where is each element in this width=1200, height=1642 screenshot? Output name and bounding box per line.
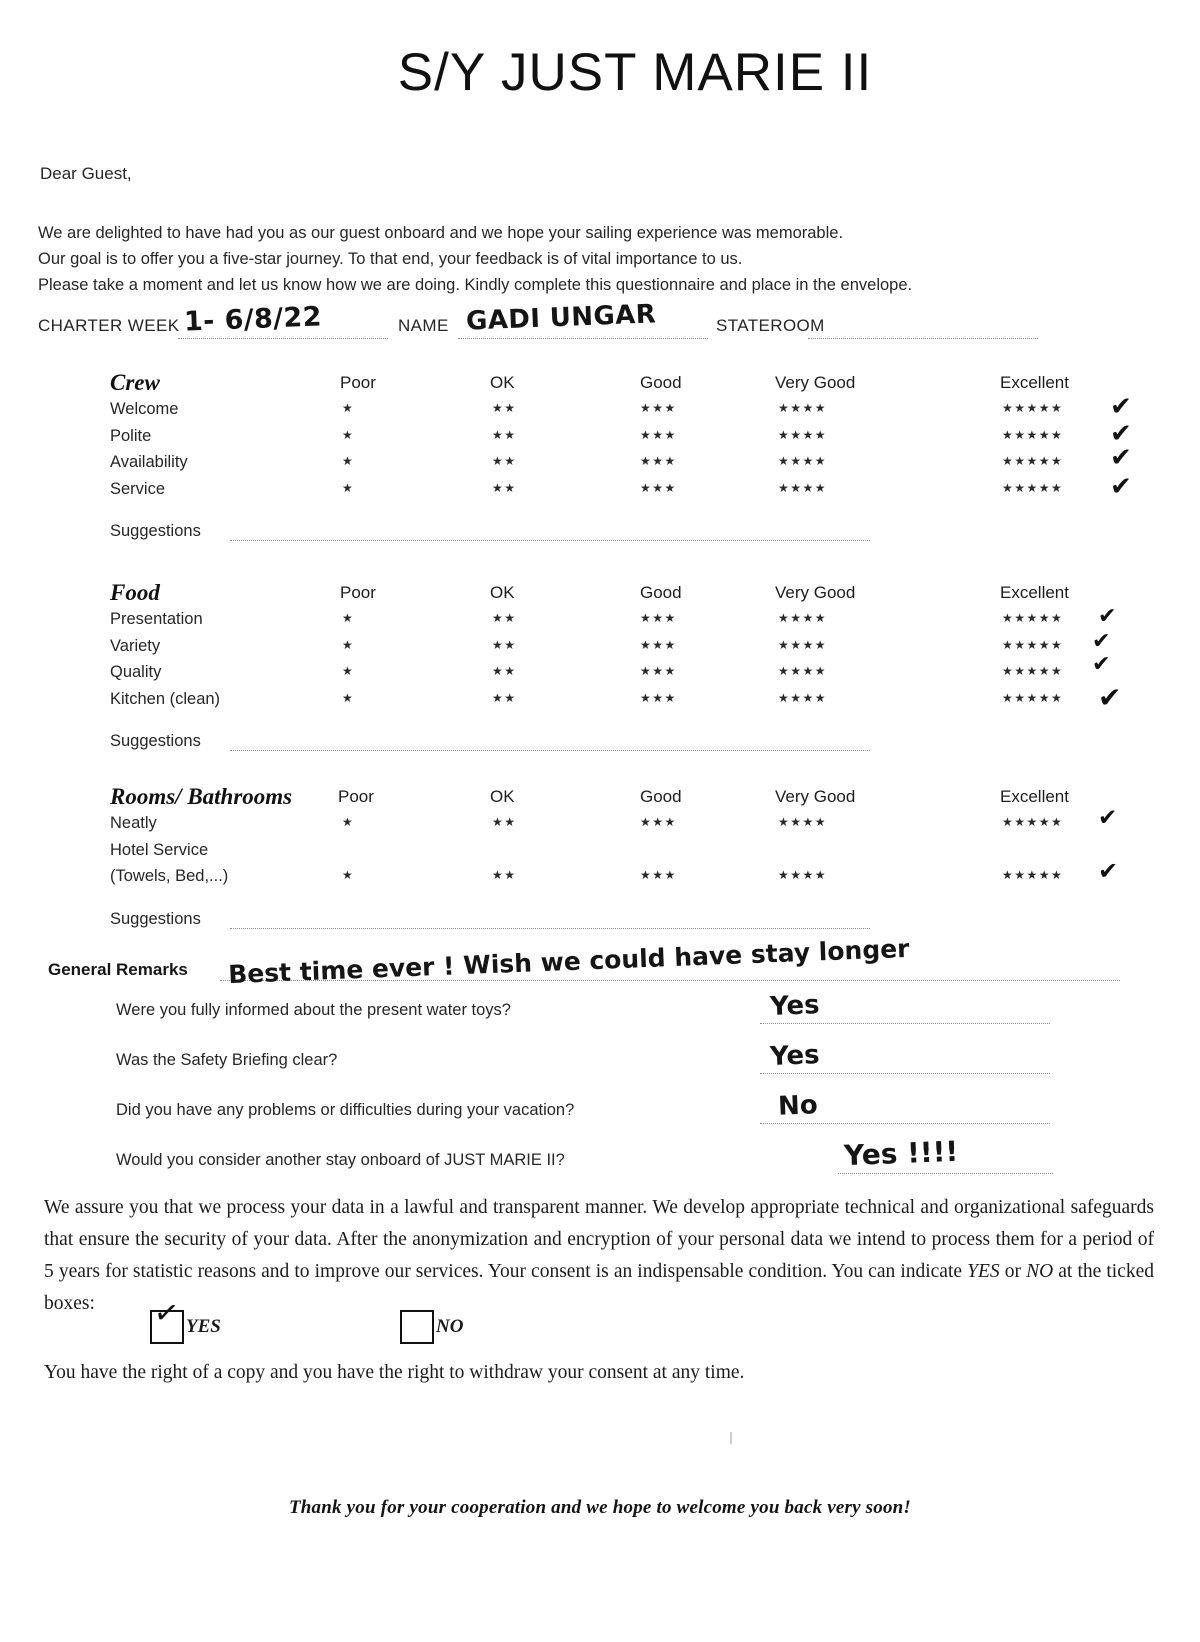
col-good: Good: [640, 373, 682, 392]
suggestions-label: Suggestions: [110, 522, 201, 540]
row-label: (Towels, Bed,...): [110, 867, 229, 885]
question-answer-input[interactable]: Yes: [769, 1040, 821, 1072]
feedback-form-page: [0, 42, 1200, 1642]
stars-very-good[interactable]: ★★★★: [778, 868, 828, 882]
stars-very-good[interactable]: ★★★★: [778, 427, 828, 442]
row-label: Hotel Service: [110, 840, 209, 859]
rating-row: [110, 604, 1120, 637]
row-label: Variety: [110, 636, 161, 655]
question-answer-rule: [838, 1173, 1053, 1174]
question-row: [48, 990, 1148, 1043]
stars-ok[interactable]: ★★: [492, 611, 517, 625]
selected-rating-mark: ✔: [1098, 857, 1119, 885]
intro-line-2: Our goal is to offer you a five-star journey. To that end, your feedback is of vital importance to us.: [38, 250, 743, 268]
charter-week-label: CHARTER WEEK: [38, 316, 180, 335]
col-poor: Poor: [338, 787, 374, 806]
selected-rating-mark: ✔: [1098, 604, 1117, 629]
consent-no-checkbox[interactable]: [400, 1310, 434, 1344]
suggestions-label: Suggestions: [110, 732, 201, 750]
stars-excellent[interactable]: ★★★★★: [1002, 690, 1064, 705]
stars-very-good[interactable]: ★★★★: [778, 664, 828, 678]
charter-week-input[interactable]: 1- 6/8/22: [183, 301, 323, 338]
stars-excellent[interactable]: ★★★★★: [1002, 611, 1064, 625]
row-label: Service: [110, 479, 166, 498]
question-text: Would you consider another stay onboard of JUST MARIE II?: [116, 1151, 565, 1169]
stars-very-good[interactable]: ★★★★: [778, 454, 828, 468]
stars-poor[interactable]: ★: [342, 868, 355, 882]
row-label: Kitchen (clean): [110, 689, 221, 708]
question-text: Was the Safety Briefing clear?: [116, 1051, 338, 1069]
row-label: Welcome: [110, 400, 179, 418]
stars-good[interactable]: ★★★: [640, 454, 677, 468]
intro-line-3: Please take a moment and let us know how we are doing. Kindly complete this questionnaire and place in the envelope.: [38, 276, 913, 294]
stars-ok[interactable]: ★★: [492, 637, 517, 652]
question-text: Did you have any problems or difficulties during your vacation?: [116, 1101, 575, 1119]
name-input[interactable]: GADI UNGAR: [465, 299, 657, 337]
selected-rating-mark: ✔: [1110, 471, 1132, 502]
selected-rating-mark: ✔: [1098, 805, 1118, 831]
suggestions-rule: [230, 540, 870, 541]
row-label: Neatly: [110, 814, 157, 832]
rating-row: [110, 471, 1132, 507]
stars-excellent[interactable]: ★★★★★: [1002, 401, 1064, 415]
rating-row: [110, 680, 1122, 717]
rooms-title: Rooms/ Bathrooms: [110, 784, 293, 809]
legal-or-word: or: [999, 1261, 1027, 1282]
stars-poor[interactable]: ★: [342, 611, 355, 625]
col-excellent: Excellent: [1000, 583, 1069, 602]
salutation: Dear Guest,: [40, 164, 132, 183]
crew-suggestions: [110, 520, 1120, 550]
question-answer-input[interactable]: Yes: [769, 990, 821, 1022]
stars-excellent[interactable]: ★★★★★: [1002, 637, 1064, 652]
col-excellent: Excellent: [1000, 373, 1069, 392]
row-label: Presentation: [110, 610, 203, 628]
section-food: [110, 580, 1120, 760]
general-remarks-block: [48, 933, 1148, 1193]
page-scan-artifact: [730, 1432, 732, 1444]
stars-ok[interactable]: ★★: [492, 664, 517, 678]
stars-very-good[interactable]: ★★★★: [778, 637, 828, 652]
general-remarks-input[interactable]: Best time ever ! Wish we could have stay longer: [227, 933, 910, 990]
stars-good[interactable]: ★★★: [640, 815, 677, 829]
col-very-good: Very Good: [775, 787, 856, 806]
stars-excellent[interactable]: ★★★★★: [1002, 868, 1064, 882]
stars-poor[interactable]: ★: [342, 664, 355, 678]
stars-good[interactable]: ★★★: [640, 690, 677, 705]
intro-paragraph: [38, 220, 1038, 298]
rating-row: [110, 392, 1132, 427]
stars-good[interactable]: ★★★: [640, 480, 677, 495]
crew-title: Crew: [110, 370, 160, 395]
intro-line-1: We are delighted to have had you as our guest onboard and we hope your sailing experience was memorable.: [38, 224, 844, 242]
section-rooms-bathrooms: [110, 784, 1120, 938]
question-answer-input[interactable]: No: [777, 1090, 819, 1122]
general-remarks-label: General Remarks: [48, 960, 188, 979]
footer-thanks: Thank you for your cooperation and we hope to welcome you back very soon!: [288, 1497, 912, 1518]
stars-good[interactable]: ★★★: [640, 401, 677, 415]
col-poor: Poor: [340, 583, 376, 602]
crew-section-header: [110, 370, 1120, 400]
rooms-suggestions: [110, 908, 1120, 938]
col-good: Good: [640, 583, 682, 602]
stars-good[interactable]: ★★★: [640, 427, 677, 442]
question-answer-input[interactable]: Yes !!!!: [843, 1134, 959, 1173]
suggestions-rule: [230, 750, 870, 751]
food-title: Food: [110, 580, 160, 605]
rating-row: [110, 418, 1132, 454]
consent-yes-label: YES: [186, 1316, 221, 1337]
stars-ok[interactable]: ★★: [492, 427, 517, 442]
stateroom-label: STATEROOM: [716, 316, 825, 335]
charter-header-row: [38, 299, 1038, 344]
selected-rating-mark: ✔: [1110, 418, 1132, 449]
food-suggestions: [110, 730, 1120, 760]
legal-text-1: We assure you that we process your data in a lawful and transparent manner. We develop appropriate technical and organizational safeguards that ensure the security of your data. After the anonymization and encryption of your personal data we intend to process them for a period of 5 years for statistic reasons and to improve our services. Your consent is an indispensable condition. You can indicate: [44, 1197, 1154, 1282]
stars-very-good[interactable]: ★★★★: [778, 480, 828, 495]
stars-poor[interactable]: ★: [342, 401, 355, 415]
row-label: Availability: [110, 453, 188, 471]
question-row: [48, 1040, 1148, 1093]
stars-ok[interactable]: ★★: [492, 690, 517, 705]
selected-rating-mark: ✔: [1110, 392, 1132, 422]
suggestions-label: Suggestions: [110, 909, 201, 928]
legal-text-2: at the ticked boxes:: [44, 1261, 1155, 1314]
stars-poor[interactable]: ★: [342, 427, 355, 442]
stars-ok[interactable]: ★★: [492, 480, 517, 495]
checkmark-icon: ✓: [151, 1294, 182, 1333]
stars-excellent[interactable]: ★★★★★: [1002, 815, 1064, 829]
stars-very-good[interactable]: ★★★★: [778, 611, 828, 625]
selected-rating-mark: ✔: [1110, 443, 1132, 473]
rating-row: [110, 652, 1120, 690]
rating-row: [110, 805, 1120, 841]
question-row: [48, 1134, 1148, 1193]
question-answer-rule: [760, 1023, 1050, 1024]
rating-row: [110, 841, 1120, 868]
stateroom-rule: [808, 338, 1038, 339]
stars-excellent[interactable]: ★★★★★: [1002, 454, 1064, 468]
selected-rating-mark: ✔: [1092, 628, 1111, 654]
col-good: Good: [640, 787, 682, 806]
rating-row: [110, 628, 1120, 664]
rights-statement: You have the right of a copy and you have the right to withdraw your consent at any time.: [44, 1362, 745, 1383]
row-label: Quality: [110, 663, 162, 681]
col-very-good: Very Good: [775, 373, 856, 392]
stars-excellent[interactable]: ★★★★★: [1002, 480, 1064, 495]
question-text: Were you fully informed about the present water toys?: [116, 1001, 511, 1019]
rating-row: [110, 443, 1132, 480]
rating-row: [110, 857, 1120, 894]
question-answer-rule: [760, 1123, 1050, 1124]
col-ok: OK: [490, 373, 515, 392]
food-section-header: [110, 580, 1120, 610]
consent-checkboxes: [150, 1294, 750, 1350]
charter-week-rule: [178, 338, 388, 339]
col-poor: Poor: [340, 373, 376, 392]
stars-poor[interactable]: ★: [342, 690, 355, 705]
stars-poor[interactable]: ★: [342, 454, 355, 468]
stars-very-good[interactable]: ★★★★: [778, 815, 828, 829]
stars-excellent[interactable]: ★★★★★: [1002, 427, 1064, 442]
selected-rating-mark: ✔: [1098, 680, 1122, 714]
stars-ok[interactable]: ★★: [492, 868, 517, 882]
name-rule: [458, 338, 708, 339]
name-label: NAME: [398, 316, 449, 335]
col-ok: OK: [490, 583, 515, 602]
question-row: [48, 1090, 1148, 1143]
selected-rating-mark: ✔: [1092, 652, 1111, 677]
stars-poor[interactable]: ★: [342, 637, 355, 652]
stars-ok[interactable]: ★★: [492, 401, 517, 415]
legal-yes-word: YES: [967, 1261, 1000, 1282]
stars-good[interactable]: ★★★: [640, 868, 677, 882]
page-title: S/Y JUST MARIE II: [397, 43, 873, 102]
legal-no-word: NO: [1026, 1261, 1054, 1282]
stars-excellent[interactable]: ★★★★★: [1002, 664, 1064, 678]
col-very-good: Very Good: [775, 583, 856, 602]
stars-good[interactable]: ★★★: [640, 664, 677, 678]
stars-poor[interactable]: ★: [342, 815, 355, 829]
stars-poor[interactable]: ★: [342, 480, 355, 495]
legal-paragraph: [44, 1192, 1154, 1320]
stars-ok[interactable]: ★★: [492, 815, 517, 829]
stars-good[interactable]: ★★★: [640, 637, 677, 652]
row-label: Polite: [110, 426, 152, 445]
stars-ok[interactable]: ★★: [492, 454, 517, 468]
rooms-section-header: [110, 784, 1120, 814]
stars-very-good[interactable]: ★★★★: [778, 401, 828, 415]
question-answer-rule: [760, 1073, 1050, 1074]
stars-good[interactable]: ★★★: [640, 611, 677, 625]
stars-very-good[interactable]: ★★★★: [778, 690, 828, 705]
consent-yes-checkbox[interactable]: [150, 1294, 184, 1344]
col-excellent: Excellent: [1000, 787, 1069, 806]
col-ok: OK: [490, 787, 515, 806]
section-crew: [110, 370, 1132, 550]
consent-no-label: NO: [436, 1316, 464, 1337]
suggestions-rule: [230, 928, 870, 929]
